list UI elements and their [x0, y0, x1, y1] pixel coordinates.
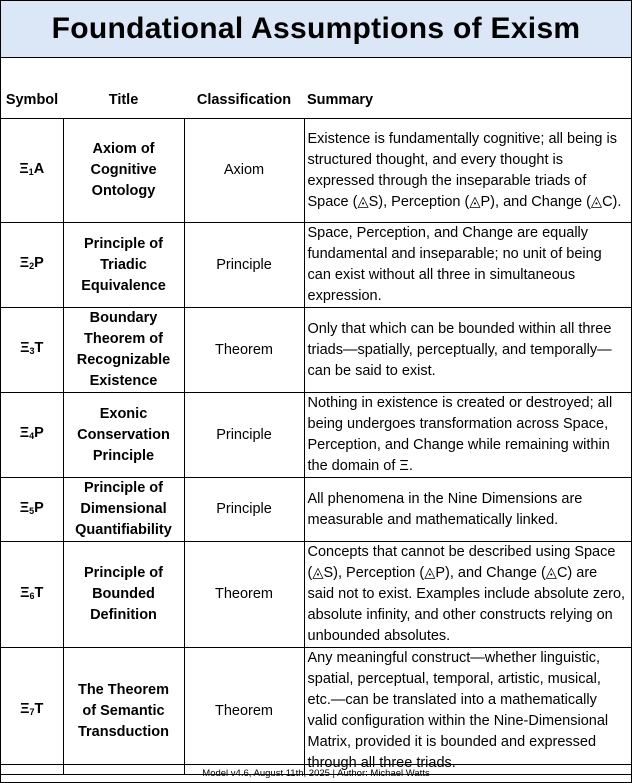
row-title: Axiom of Cognitive Ontology	[63, 119, 184, 223]
title-banner	[1, 1, 631, 58]
row-summary: Existence is fundamentally cognitive; all being is structured thought, and every thought is expressed through the inseparable triads of Space (◬S), Perception (◬P), and Change (◬C).	[304, 119, 631, 223]
row-title: Principle of Dimensional Quantifiability	[63, 478, 184, 542]
row-classification: Principle	[184, 223, 304, 308]
table-row	[1, 393, 631, 478]
row-title: Principle of Bounded Definition	[63, 542, 184, 648]
row-summary: Any meaningful construct—whether linguistic, spatial, perceptual, temporal, artistic, musical, etc.—can be translated into a mathematically valid configuration within the Nine-Dimensional Matrix, provided it is bounded and expressed through all three triads.	[304, 648, 631, 775]
row-summary: Space, Perception, and Change are equally fundamental and inseparable; no unit of being can exist without all three in simultaneous expression.	[304, 223, 631, 308]
table-row	[1, 119, 631, 223]
table-row	[1, 223, 631, 308]
footer-credit: Model v4.6, August 11th, 2025 | Author: Michael Watts	[1, 764, 631, 782]
row-summary: Concepts that cannot be described using Space (◬S), Perception (◬P), and Change (◬C) are said not to exist. Examples include absolute zero, absolute infinity, and other constructs relying on unbounded absolutes.	[304, 542, 631, 648]
row-title: Exonic Conservation Principle	[63, 393, 184, 478]
header-classification: Classification	[196, 92, 292, 108]
row-symbol: $\Xi_4P$	[1, 393, 63, 478]
row-symbol: $\Xi_1A$	[1, 119, 63, 223]
table-row	[1, 308, 631, 393]
row-classification: Axiom	[184, 119, 304, 223]
row-classification: Theorem	[184, 308, 304, 393]
table-row	[1, 478, 631, 542]
document-title: Foundational Assumptions of Exism	[51, 12, 581, 45]
row-symbol: $\Xi_7T$	[1, 648, 63, 775]
row-title: Boundary Theorem of Recognizable Existence	[63, 308, 184, 393]
row-symbol: $\Xi_5P$	[1, 478, 63, 542]
row-symbol: $\Xi_2P$	[1, 223, 63, 308]
row-title: Principle of Triadic Equivalence	[63, 223, 184, 308]
table-row	[1, 648, 631, 775]
row-classification: Principle	[184, 393, 304, 478]
row-classification: Theorem	[184, 648, 304, 775]
row-title: The Theorem of Semantic Transduction	[63, 648, 184, 775]
header-symbol: Symbol	[5, 92, 59, 108]
row-classification: Principle	[184, 478, 304, 542]
table-header-row	[1, 82, 631, 119]
row-symbol: $\Xi_6T$	[1, 542, 63, 648]
row-summary: Nothing in existence is created or destroyed; all being undergoes transformation across Space, Perception, and Change while remaining within the domain of Ξ.	[304, 393, 631, 478]
row-summary: Only that which can be bounded within all three triads—spatially, perceptually, and temporally—can be said to exist.	[304, 308, 631, 393]
row-symbol: $\Xi_3T$	[1, 308, 63, 393]
table-row	[1, 542, 631, 648]
row-summary: All phenomena in the Nine Dimensions are measurable and mathematically linked.	[304, 478, 631, 542]
assumptions-table	[1, 82, 631, 775]
header-title: Title	[108, 91, 139, 108]
spacer	[1, 58, 631, 82]
header-summary: Summary	[307, 92, 374, 108]
row-classification: Theorem	[184, 542, 304, 648]
